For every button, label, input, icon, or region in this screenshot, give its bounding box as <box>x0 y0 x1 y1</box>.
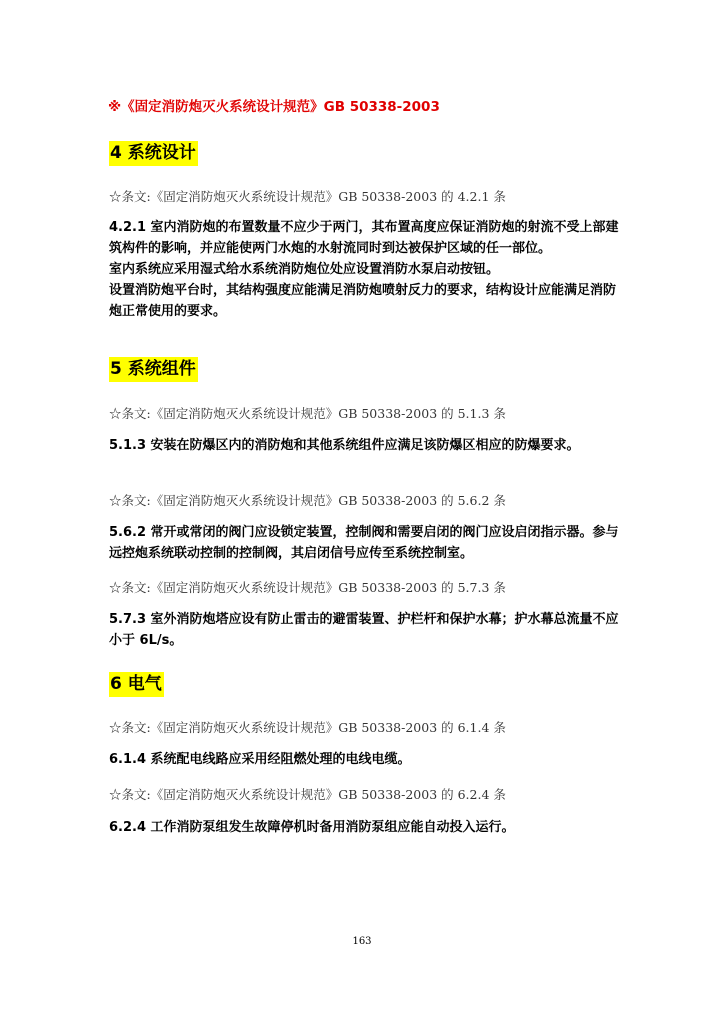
clause-line: 5.7.3 室外消防炮塔应设有防止雷击的避雷装置、护栏杆和保护水幕；护水幕总流量不应小于 6L/s。 <box>109 612 619 648</box>
clause-text-5-7-3 <box>109 609 619 651</box>
clause-line: 5.1.3 安装在防爆区内的消防炮和其他系统组件应满足该防爆区相应的防爆要求。 <box>109 438 580 453</box>
clause-reference: ☆条文:《固定消防炮灭火系统设计规范》GB 50338-2003 的 5.6.2 条 <box>109 493 506 508</box>
section-heading-6: 6 电气 <box>109 672 164 697</box>
clause-line: 6.2.4 工作消防泵组发生故障停机时备用消防泵组应能自动投入运行。 <box>109 820 515 835</box>
clause-text-6-2-4 <box>109 817 619 838</box>
clause-text-4-2-1 <box>109 217 619 322</box>
clause-text-5-6-2 <box>109 522 619 564</box>
clause-text-5-1-3 <box>109 435 619 456</box>
document-title: ※《固定消防炮灭火系统设计规范》GB 50338-2003 <box>108 99 440 115</box>
section-heading-4: 4 系统设计 <box>109 141 198 166</box>
clause-reference: ☆条文:《固定消防炮灭火系统设计规范》GB 50338-2003 的 6.1.4 条 <box>109 720 506 735</box>
clause-line: 室内系统应采用湿式给水系统消防炮位处应设置消防水泵启动按钮。 <box>109 262 500 277</box>
clause-reference: ☆条文:《固定消防炮灭火系统设计规范》GB 50338-2003 的 5.1.3 条 <box>109 406 506 421</box>
clause-text-6-1-4 <box>109 749 619 770</box>
clause-reference: ☆条文:《固定消防炮灭火系统设计规范》GB 50338-2003 的 4.2.1 条 <box>109 189 506 204</box>
clause-line: 设置消防炮平台时，其结构强度应能满足消防炮喷射反力的要求，结构设计应能满足消防炮正常使用的要求。 <box>109 283 617 319</box>
clause-reference: ☆条文:《固定消防炮灭火系统设计规范》GB 50338-2003 的 5.7.3 条 <box>109 580 506 595</box>
page-number: 163 <box>352 936 372 947</box>
clause-line: 6.1.4 系统配电线路应采用经阻燃处理的电线电缆。 <box>109 752 411 767</box>
clause-line: 5.6.2 常开或常闭的阀门应设锁定装置，控制阀和需要启闭的阀门应设启闭指示器。参与远控炮系统联动控制的控制阀，其启闭信号应传至系统控制室。 <box>109 525 619 561</box>
section-heading-5: 5 系统组件 <box>109 357 198 382</box>
clause-line: 4.2.1 室内消防炮的布置数量不应少于两门，其布置高度应保证消防炮的射流不受上部建筑构件的影响，并应能使两门水炮的水射流同时到达被保护区域的任一部位。 <box>109 220 619 256</box>
clause-reference: ☆条文:《固定消防炮灭火系统设计规范》GB 50338-2003 的 6.2.4 条 <box>109 787 506 802</box>
